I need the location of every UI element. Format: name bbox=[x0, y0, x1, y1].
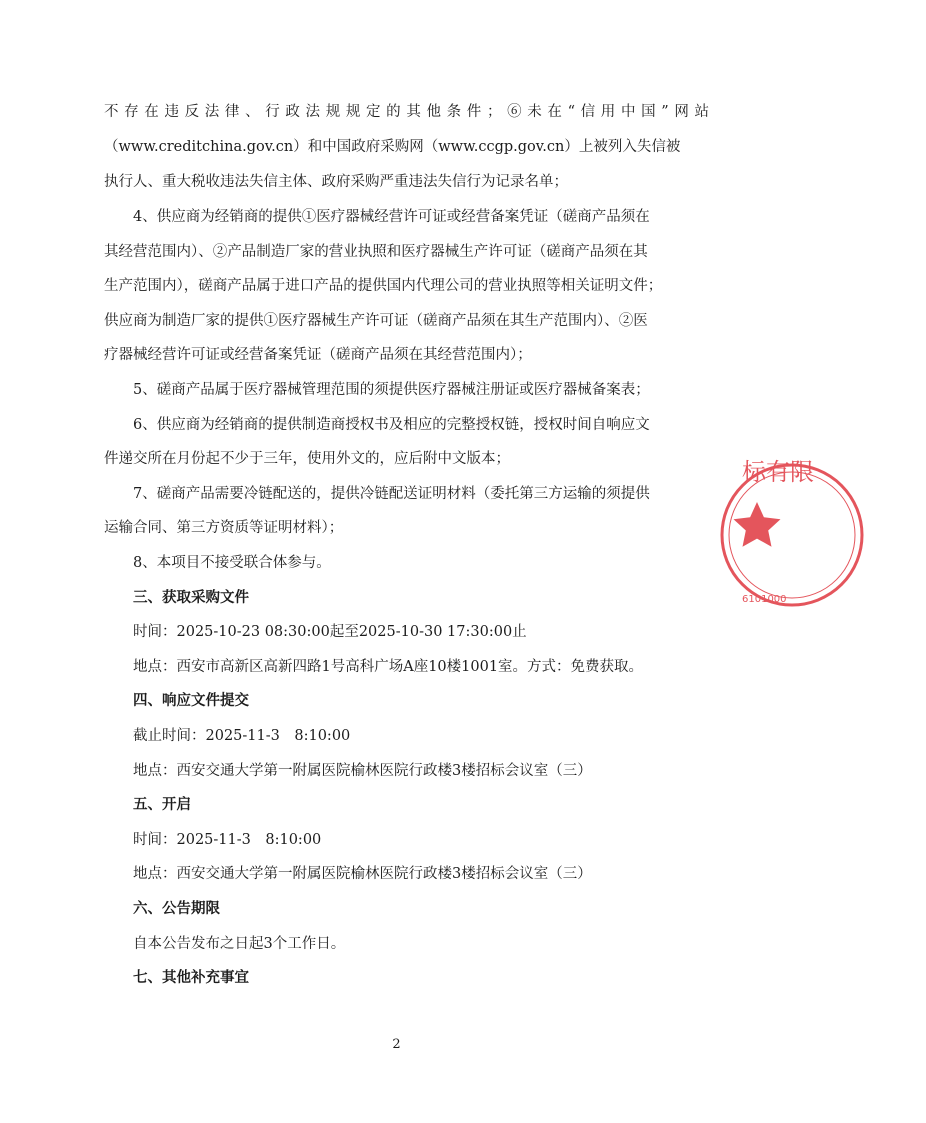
seal-star-icon bbox=[734, 502, 781, 547]
text-line: 运输合同、第三方资质等证明材料）； bbox=[104, 520, 344, 536]
text-line: 时间：2025-10-23 08:30:00起至2025-10-30 17:30:00止 bbox=[133, 624, 527, 640]
text-line: 地点：西安市高新区高新四路1号高科广场A座10楼1001室。方式：免费获取。 bbox=[133, 659, 644, 675]
text-line: 疗器械经营许可证或经营备案凭证（磋商产品须在其经营范围内）； bbox=[104, 347, 532, 363]
section-heading: 七、其他补充事宜 bbox=[133, 969, 249, 986]
page-number: 2 bbox=[392, 1037, 401, 1052]
seal-text: 标有限 bbox=[742, 458, 814, 486]
text-line: 其经营范围内）、②产品制造厂家的营业执照和医疗器械生产许可证（磋商产品须在其 bbox=[104, 244, 648, 260]
text-line: 生产范围内），磋商产品属于进口产品的提供国内代理公司的营业执照等相关证明文件； bbox=[104, 278, 663, 294]
text-line: 供应商为制造厂家的提供①医疗器械生产许可证（磋商产品须在其生产范围内）、②医 bbox=[104, 313, 648, 329]
text-line: 执行人、重大税收违法失信主体、政府采购严重违法失信行为记录名单； bbox=[104, 174, 568, 190]
text-line: 6、供应商为经销商的提供制造商授权书及相应的完整授权链，授权时间自响应文 bbox=[133, 417, 650, 433]
text-line: 8、本项目不接受联合体参与。 bbox=[133, 555, 331, 571]
text-line: 截止时间：2025-11-3 8:10:00 bbox=[133, 728, 351, 744]
text-line: 地点：西安交通大学第一附属医院榆林医院行政楼3楼招标会议室（三） bbox=[133, 866, 592, 882]
text-line: 5、磋商产品属于医疗器械管理范围的须提供医疗器械注册证或医疗器械备案表； bbox=[133, 382, 650, 398]
seal-number: 6101000 bbox=[742, 594, 787, 605]
company-seal bbox=[712, 440, 822, 630]
section-heading: 五、开启 bbox=[133, 796, 191, 813]
text-line: 不存在违反法律、行政法规规定的其他条件；⑥未在“信用中国”网站 bbox=[104, 104, 709, 120]
section-heading: 三、获取采购文件 bbox=[133, 589, 249, 606]
text-line: 件递交所在月份起不少于三年，使用外文的，应后附中文版本； bbox=[104, 451, 510, 467]
text-line: （www.creditchina.gov.cn）和中国政府采购网（www.ccgp.gov.cn）上被列入失信被 bbox=[104, 139, 681, 155]
text-line: 时间：2025-11-3 8:10:00 bbox=[133, 832, 322, 848]
section-heading: 四、响应文件提交 bbox=[133, 692, 249, 709]
text-line: 自本公告发布之日起3个工作日。 bbox=[133, 936, 346, 952]
text-line: 7、磋商产品需要冷链配送的，提供冷链配送证明材料（委托第三方运输的须提供 bbox=[133, 486, 650, 502]
text-line: 地点：西安交通大学第一附属医院榆林医院行政楼3楼招标会议室（三） bbox=[133, 763, 592, 779]
section-heading: 六、公告期限 bbox=[133, 900, 220, 917]
text-line: 4、供应商为经销商的提供①医疗器械经营许可证或经营备案凭证（磋商产品须在 bbox=[133, 209, 650, 225]
